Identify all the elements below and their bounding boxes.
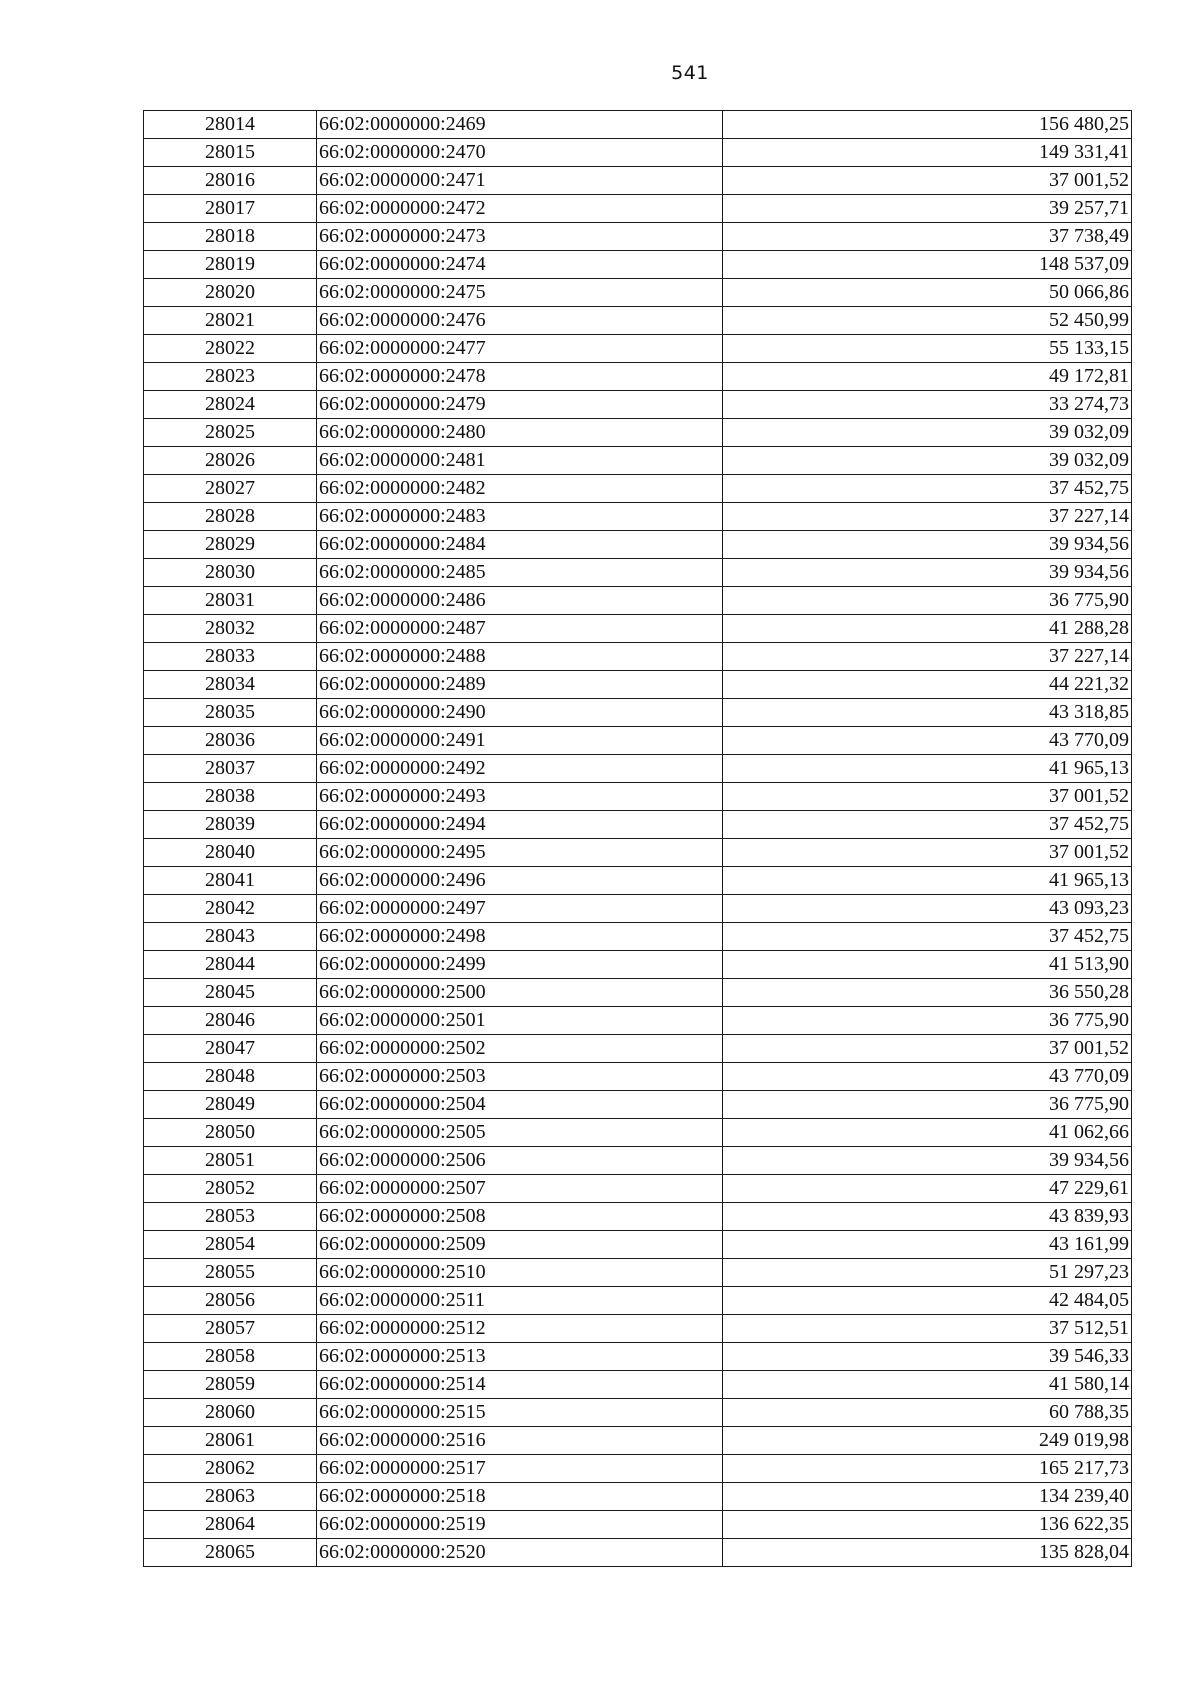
cadastral-number-cell: 66:02:0000000:2471: [317, 167, 723, 195]
cadastral-number-cell: 66:02:0000000:2479: [317, 391, 723, 419]
cadastral-number-cell: 66:02:0000000:2520: [317, 1539, 723, 1567]
cadastral-number-cell: 66:02:0000000:2472: [317, 195, 723, 223]
cadastral-value-cell: 36 775,90: [723, 1007, 1132, 1035]
cadastral-number-cell: 66:02:0000000:2480: [317, 419, 723, 447]
table-row: [144, 1483, 1132, 1511]
cadastral-number-cell: 66:02:0000000:2477: [317, 335, 723, 363]
cadastral-value-cell: 37 001,52: [723, 839, 1132, 867]
table-row: [144, 895, 1132, 923]
row-number-cell: 28030: [144, 559, 317, 587]
row-number-cell: 28039: [144, 811, 317, 839]
cadastral-value-cell: 36 775,90: [723, 1091, 1132, 1119]
row-number-cell: 28056: [144, 1287, 317, 1315]
table-row: [144, 811, 1132, 839]
table-row: [144, 1287, 1132, 1315]
cadastral-value-cell: 37 001,52: [723, 167, 1132, 195]
cadastral-value-cell: 36 775,90: [723, 587, 1132, 615]
cadastral-number-cell: 66:02:0000000:2494: [317, 811, 723, 839]
row-number-cell: 28031: [144, 587, 317, 615]
cadastral-value-cell: 39 032,09: [723, 447, 1132, 475]
cadastral-number-cell: 66:02:0000000:2499: [317, 951, 723, 979]
row-number-cell: 28017: [144, 195, 317, 223]
cadastral-number-cell: 66:02:0000000:2485: [317, 559, 723, 587]
table-row: [144, 1007, 1132, 1035]
cadastral-number-cell: 66:02:0000000:2490: [317, 699, 723, 727]
row-number-cell: 28014: [144, 111, 317, 139]
row-number-cell: 28041: [144, 867, 317, 895]
row-number-cell: 28055: [144, 1259, 317, 1287]
cadastral-number-cell: 66:02:0000000:2511: [317, 1287, 723, 1315]
cadastral-number-cell: 66:02:0000000:2476: [317, 307, 723, 335]
cadastral-value-cell: 43 161,99: [723, 1231, 1132, 1259]
cadastral-value-cell: 39 257,71: [723, 195, 1132, 223]
cadastral-number-cell: 66:02:0000000:2504: [317, 1091, 723, 1119]
cadastral-value-cell: 50 066,86: [723, 279, 1132, 307]
row-number-cell: 28025: [144, 419, 317, 447]
table-row: [144, 363, 1132, 391]
table-row: [144, 839, 1132, 867]
row-number-cell: 28033: [144, 643, 317, 671]
cadastral-number-cell: 66:02:0000000:2481: [317, 447, 723, 475]
table-row: [144, 335, 1132, 363]
cadastral-number-cell: 66:02:0000000:2491: [317, 727, 723, 755]
row-number-cell: 28065: [144, 1539, 317, 1567]
row-number-cell: 28021: [144, 307, 317, 335]
cadastral-number-cell: 66:02:0000000:2495: [317, 839, 723, 867]
cadastral-number-cell: 66:02:0000000:2496: [317, 867, 723, 895]
cadastral-number-cell: 66:02:0000000:2501: [317, 1007, 723, 1035]
cadastral-number-cell: 66:02:0000000:2507: [317, 1175, 723, 1203]
table-row: [144, 475, 1132, 503]
cadastral-value-cell: 136 622,35: [723, 1511, 1132, 1539]
cadastral-number-cell: 66:02:0000000:2517: [317, 1455, 723, 1483]
cadastral-number-cell: 66:02:0000000:2484: [317, 531, 723, 559]
cadastral-number-cell: 66:02:0000000:2492: [317, 755, 723, 783]
row-number-cell: 28042: [144, 895, 317, 923]
table-row: [144, 1147, 1132, 1175]
row-number-cell: 28038: [144, 783, 317, 811]
cadastral-value-cell: 47 229,61: [723, 1175, 1132, 1203]
row-number-cell: 28044: [144, 951, 317, 979]
row-number-cell: 28045: [144, 979, 317, 1007]
row-number-cell: 28057: [144, 1315, 317, 1343]
cadastral-value-cell: 42 484,05: [723, 1287, 1132, 1315]
row-number-cell: 28058: [144, 1343, 317, 1371]
table-row: [144, 1259, 1132, 1287]
cadastral-number-cell: 66:02:0000000:2470: [317, 139, 723, 167]
cadastral-value-cell: 39 934,56: [723, 1147, 1132, 1175]
row-number-cell: 28043: [144, 923, 317, 951]
row-number-cell: 28029: [144, 531, 317, 559]
row-number-cell: 28024: [144, 391, 317, 419]
cadastral-value-cell: 249 019,98: [723, 1427, 1132, 1455]
cadastral-value-cell: 148 537,09: [723, 251, 1132, 279]
table-row: [144, 783, 1132, 811]
table-row: [144, 1119, 1132, 1147]
row-number-cell: 28026: [144, 447, 317, 475]
cadastral-number-cell: 66:02:0000000:2475: [317, 279, 723, 307]
table-body: [144, 111, 1132, 1567]
row-number-cell: 28061: [144, 1427, 317, 1455]
table-row: [144, 615, 1132, 643]
row-number-cell: 28018: [144, 223, 317, 251]
table-row: [144, 251, 1132, 279]
cadastral-number-cell: 66:02:0000000:2493: [317, 783, 723, 811]
cadastral-value-cell: 37 738,49: [723, 223, 1132, 251]
table-row: [144, 391, 1132, 419]
row-number-cell: 28020: [144, 279, 317, 307]
row-number-cell: 28048: [144, 1063, 317, 1091]
table-row: [144, 195, 1132, 223]
table-row: [144, 1175, 1132, 1203]
cadastral-number-cell: 66:02:0000000:2482: [317, 475, 723, 503]
table-row: [144, 1315, 1132, 1343]
cadastral-value-cell: 135 828,04: [723, 1539, 1132, 1567]
cadastral-value-cell: 43 770,09: [723, 1063, 1132, 1091]
table-row: [144, 867, 1132, 895]
row-number-cell: 28034: [144, 671, 317, 699]
cadastral-value-cell: 43 318,85: [723, 699, 1132, 727]
cadastral-number-cell: 66:02:0000000:2502: [317, 1035, 723, 1063]
row-number-cell: 28049: [144, 1091, 317, 1119]
cadastral-number-cell: 66:02:0000000:2503: [317, 1063, 723, 1091]
table-row: [144, 979, 1132, 1007]
table-row: [144, 1091, 1132, 1119]
cadastral-value-cell: 41 062,66: [723, 1119, 1132, 1147]
cadastral-number-cell: 66:02:0000000:2516: [317, 1427, 723, 1455]
table-row: [144, 531, 1132, 559]
cadastral-number-cell: 66:02:0000000:2514: [317, 1371, 723, 1399]
row-number-cell: 28040: [144, 839, 317, 867]
row-number-cell: 28051: [144, 1147, 317, 1175]
cadastral-value-cell: 134 239,40: [723, 1483, 1132, 1511]
table-row: [144, 279, 1132, 307]
cadastral-number-cell: 66:02:0000000:2488: [317, 643, 723, 671]
cadastral-number-cell: 66:02:0000000:2515: [317, 1399, 723, 1427]
table-row: [144, 1343, 1132, 1371]
table-row: [144, 223, 1132, 251]
row-number-cell: 28063: [144, 1483, 317, 1511]
table-row: [144, 1035, 1132, 1063]
cadastral-value-cell: 43 770,09: [723, 727, 1132, 755]
table-row: [144, 307, 1132, 335]
cadastral-number-cell: 66:02:0000000:2519: [317, 1511, 723, 1539]
cadastral-number-cell: 66:02:0000000:2498: [317, 923, 723, 951]
cadastral-value-cell: 41 288,28: [723, 615, 1132, 643]
cadastral-number-cell: 66:02:0000000:2483: [317, 503, 723, 531]
cadastral-value-cell: 39 934,56: [723, 559, 1132, 587]
cadastral-value-cell: 43 839,93: [723, 1203, 1132, 1231]
cadastral-value-cell: 43 093,23: [723, 895, 1132, 923]
cadastral-number-cell: 66:02:0000000:2505: [317, 1119, 723, 1147]
cadastral-value-cell: 55 133,15: [723, 335, 1132, 363]
table-row: [144, 1231, 1132, 1259]
cadastral-value-cell: 37 001,52: [723, 1035, 1132, 1063]
row-number-cell: 28046: [144, 1007, 317, 1035]
cadastral-value-cell: 33 274,73: [723, 391, 1132, 419]
cadastral-number-cell: 66:02:0000000:2487: [317, 615, 723, 643]
row-number-cell: 28015: [144, 139, 317, 167]
cadastral-number-cell: 66:02:0000000:2510: [317, 1259, 723, 1287]
cadastral-number-cell: 66:02:0000000:2469: [317, 111, 723, 139]
table-row: [144, 587, 1132, 615]
table-row: [144, 671, 1132, 699]
cadastral-value-cell: 156 480,25: [723, 111, 1132, 139]
cadastral-value-cell: 39 934,56: [723, 531, 1132, 559]
cadastral-number-cell: 66:02:0000000:2500: [317, 979, 723, 1007]
cadastral-number-cell: 66:02:0000000:2509: [317, 1231, 723, 1259]
cadastral-value-cell: 41 580,14: [723, 1371, 1132, 1399]
cadastral-value-cell: 41 965,13: [723, 867, 1132, 895]
table-row: [144, 419, 1132, 447]
table-row: [144, 559, 1132, 587]
cadastral-number-cell: 66:02:0000000:2518: [317, 1483, 723, 1511]
cadastral-value-cell: 37 452,75: [723, 811, 1132, 839]
row-number-cell: 28035: [144, 699, 317, 727]
row-number-cell: 28060: [144, 1399, 317, 1427]
row-number-cell: 28037: [144, 755, 317, 783]
cadastral-number-cell: 66:02:0000000:2478: [317, 363, 723, 391]
table-row: [144, 923, 1132, 951]
cadastral-value-cell: 39 032,09: [723, 419, 1132, 447]
row-number-cell: 28036: [144, 727, 317, 755]
row-number-cell: 28019: [144, 251, 317, 279]
cadastral-number-cell: 66:02:0000000:2508: [317, 1203, 723, 1231]
table-row: [144, 755, 1132, 783]
cadastral-value-cell: 49 172,81: [723, 363, 1132, 391]
cadastral-value-cell: 37 452,75: [723, 475, 1132, 503]
cadastral-value-cell: 39 546,33: [723, 1343, 1132, 1371]
row-number-cell: 28027: [144, 475, 317, 503]
cadastral-number-cell: 66:02:0000000:2473: [317, 223, 723, 251]
row-number-cell: 28064: [144, 1511, 317, 1539]
table-row: [144, 951, 1132, 979]
table-row: [144, 1539, 1132, 1567]
cadastral-value-cell: 37 227,14: [723, 643, 1132, 671]
page-number: 541: [671, 62, 709, 84]
table-row: [144, 727, 1132, 755]
row-number-cell: 28059: [144, 1371, 317, 1399]
cadastral-value-cell: 51 297,23: [723, 1259, 1132, 1287]
row-number-cell: 28050: [144, 1119, 317, 1147]
cadastral-value-table: [143, 110, 1132, 1567]
table-row: [144, 167, 1132, 195]
cadastral-value-cell: 44 221,32: [723, 671, 1132, 699]
table-row: [144, 1455, 1132, 1483]
cadastral-number-cell: 66:02:0000000:2474: [317, 251, 723, 279]
table-row: [144, 139, 1132, 167]
cadastral-value-cell: 165 217,73: [723, 1455, 1132, 1483]
cadastral-value-cell: 37 512,51: [723, 1315, 1132, 1343]
cadastral-value-cell: 36 550,28: [723, 979, 1132, 1007]
table-row: [144, 1399, 1132, 1427]
row-number-cell: 28053: [144, 1203, 317, 1231]
row-number-cell: 28028: [144, 503, 317, 531]
cadastral-number-cell: 66:02:0000000:2513: [317, 1343, 723, 1371]
table-row: [144, 503, 1132, 531]
row-number-cell: 28052: [144, 1175, 317, 1203]
table-row: [144, 699, 1132, 727]
cadastral-number-cell: 66:02:0000000:2489: [317, 671, 723, 699]
row-number-cell: 28032: [144, 615, 317, 643]
row-number-cell: 28047: [144, 1035, 317, 1063]
cadastral-number-cell: 66:02:0000000:2486: [317, 587, 723, 615]
row-number-cell: 28054: [144, 1231, 317, 1259]
cadastral-number-cell: 66:02:0000000:2497: [317, 895, 723, 923]
row-number-cell: 28023: [144, 363, 317, 391]
cadastral-number-cell: 66:02:0000000:2506: [317, 1147, 723, 1175]
table-row: [144, 1427, 1132, 1455]
table-row: [144, 1371, 1132, 1399]
table-row: [144, 111, 1132, 139]
table-row: [144, 1511, 1132, 1539]
row-number-cell: 28062: [144, 1455, 317, 1483]
cadastral-value-cell: 37 452,75: [723, 923, 1132, 951]
cadastral-value-cell: 41 965,13: [723, 755, 1132, 783]
cadastral-value-cell: 37 227,14: [723, 503, 1132, 531]
cadastral-number-cell: 66:02:0000000:2512: [317, 1315, 723, 1343]
cadastral-value-cell: 52 450,99: [723, 307, 1132, 335]
row-number-cell: 28016: [144, 167, 317, 195]
row-number-cell: 28022: [144, 335, 317, 363]
table-row: [144, 1063, 1132, 1091]
cadastral-value-cell: 149 331,41: [723, 139, 1132, 167]
table-row: [144, 1203, 1132, 1231]
cadastral-value-cell: 60 788,35: [723, 1399, 1132, 1427]
table-row: [144, 643, 1132, 671]
cadastral-value-cell: 41 513,90: [723, 951, 1132, 979]
cadastral-value-cell: 37 001,52: [723, 783, 1132, 811]
table-row: [144, 447, 1132, 475]
